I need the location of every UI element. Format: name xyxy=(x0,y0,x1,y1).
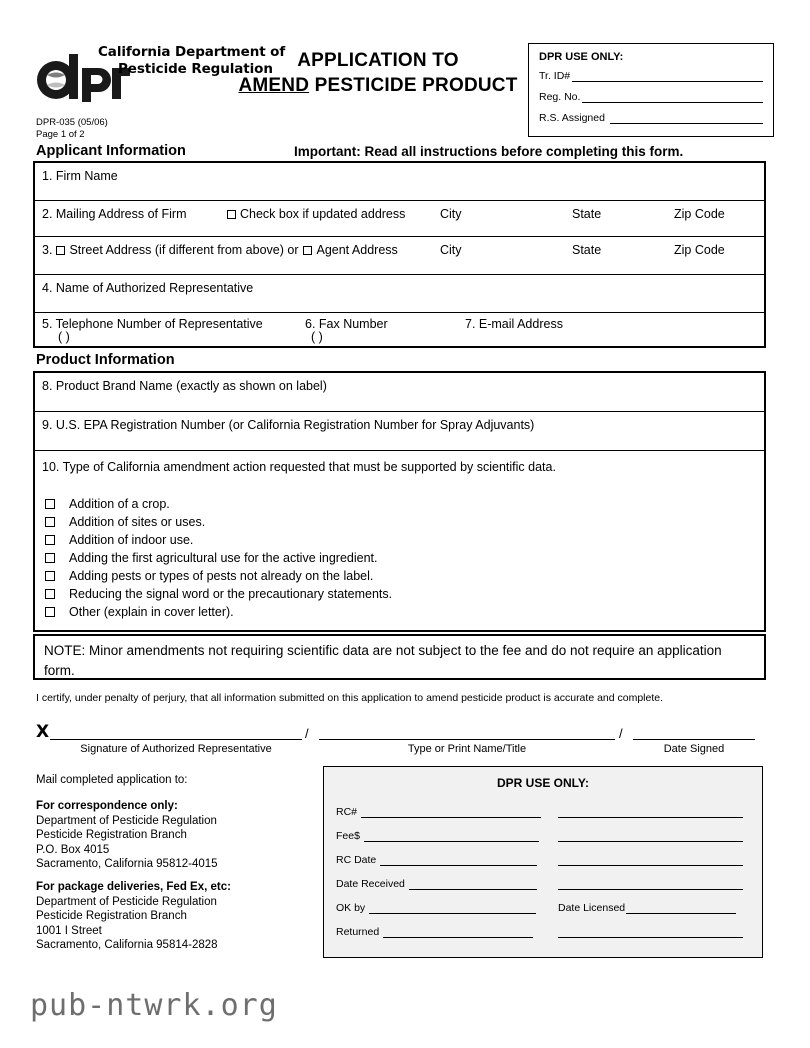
table-row-contact[interactable] xyxy=(35,313,764,346)
correspondence-line-2: Pesticide Registration Branch xyxy=(36,829,187,841)
dpr-bottom-row-rc-number[interactable] xyxy=(336,805,541,818)
dpr-bottom-row-ok-by[interactable] xyxy=(336,901,536,914)
table-row-amendment-type xyxy=(35,451,764,630)
title-line-2 xyxy=(232,73,524,98)
mailing-city-label: City xyxy=(440,207,462,221)
signature-caption: Signature of Authorized Representative xyxy=(80,743,272,755)
dpr-bottom-returned-label: Returned xyxy=(336,926,380,938)
form-number: DPR-035 (05/06) xyxy=(36,117,108,128)
dpr-bottom-row-fee-right[interactable] xyxy=(558,829,743,842)
note-text: NOTE: Minor amendments not requiring scientific data are not subject to the fee and do not require an application form. xyxy=(44,643,722,678)
option-other[interactable] xyxy=(45,603,392,621)
firm-name-label: 1. Firm Name xyxy=(42,169,118,183)
option-adding-pests-checkbox[interactable] xyxy=(45,571,55,581)
deliveries-line-3: 1001 I Street xyxy=(36,924,102,937)
street-zip-label: Zip Code xyxy=(674,243,725,257)
dpr-top-field-reg-no-label: Reg. No. xyxy=(539,91,581,103)
street-address-label: Street Address (if different from above) or xyxy=(69,243,299,257)
epa-number-label: 9. U.S. EPA Registration Number (or California Registration Number for Spray Adjuvants) xyxy=(42,418,535,432)
dpr-bottom-rc-date-label: RC Date xyxy=(336,854,377,866)
option-addition-of-indoor-use-checkbox[interactable] xyxy=(45,535,55,545)
applicant-information-table xyxy=(33,161,766,348)
dpr-use-only-top-box xyxy=(528,43,774,137)
option-reducing-signal-word[interactable] xyxy=(45,585,392,603)
dpr-bottom-fee-label: Fee$ xyxy=(336,830,360,842)
option-addition-of-sites[interactable] xyxy=(45,513,392,531)
dpr-top-field-tr-id-label: Tr. ID# xyxy=(539,70,571,82)
dpr-bottom-row-returned-right[interactable] xyxy=(558,925,743,938)
dpr-bottom-rc-number-right-rule[interactable] xyxy=(558,805,743,818)
date-signed-caption: Date Signed xyxy=(663,743,725,755)
table-row-authorized-rep[interactable] xyxy=(35,275,764,313)
dpr-top-field-tr-id-rule[interactable] xyxy=(572,70,763,82)
dpr-bottom-date-received-right-rule[interactable] xyxy=(558,877,743,890)
dpr-bottom-returned-rule[interactable] xyxy=(383,925,533,938)
agent-address-checkbox[interactable] xyxy=(303,246,312,255)
table-row-firm-name[interactable] xyxy=(35,163,764,201)
dpr-bottom-row-returned[interactable] xyxy=(336,925,533,938)
dpr-bottom-row-date-received[interactable] xyxy=(336,877,537,890)
dpr-bottom-row-fee[interactable] xyxy=(336,829,539,842)
correspondence-address-block xyxy=(36,799,218,872)
dpr-top-field-rs-assigned-label: R.S. Assigned xyxy=(539,112,605,124)
street-address-prefix: 3. xyxy=(42,243,53,257)
table-row-epa-number[interactable] xyxy=(35,412,764,451)
page-header xyxy=(0,0,810,140)
updated-address-checkbox-group[interactable] xyxy=(227,207,405,222)
amendment-options-list xyxy=(45,495,392,621)
dpr-bottom-rc-number-label: RC# xyxy=(336,806,358,818)
correspondence-line-4: Sacramento, California 95812-4015 xyxy=(36,858,218,870)
mailing-state-label: State xyxy=(572,207,602,221)
option-adding-pests-label: Adding pests or types of pests not already on the label. xyxy=(69,569,374,583)
option-addition-of-sites-label: Addition of sites or uses. xyxy=(69,515,206,529)
product-information-heading: Product Information xyxy=(36,352,175,368)
dpr-bottom-row-rc-date-right[interactable] xyxy=(558,853,743,866)
product-information-table xyxy=(33,371,766,632)
deliveries-address-block xyxy=(36,880,231,953)
name-title-caption: Type or Print Name/Title xyxy=(407,743,527,755)
table-row-brand-name[interactable] xyxy=(35,373,764,412)
street-address-group[interactable] xyxy=(42,243,398,258)
dpr-top-title: DPR USE ONLY: xyxy=(539,51,624,63)
option-first-agricultural-use-label: Adding the first agricultural use for the active ingredient. xyxy=(69,551,378,565)
correspondence-line-3: P.O. Box 4015 xyxy=(36,843,110,856)
dpr-bottom-rc-date-right-rule[interactable] xyxy=(558,853,743,866)
dpr-bottom-rc-date-rule[interactable] xyxy=(380,853,537,866)
street-address-checkbox[interactable] xyxy=(56,246,65,255)
street-state-label: State xyxy=(572,243,602,257)
dpr-bottom-date-received-rule[interactable] xyxy=(409,877,537,890)
note-box xyxy=(33,634,766,680)
dpr-top-field-reg-no[interactable] xyxy=(539,91,763,103)
deliveries-line-4: Sacramento, California 95814-2828 xyxy=(36,939,218,951)
dpr-use-only-bottom-box xyxy=(323,766,763,958)
option-addition-of-crop-checkbox[interactable] xyxy=(45,499,55,509)
table-row-street-address[interactable] xyxy=(35,237,764,275)
updated-address-label: Check box if updated address xyxy=(240,207,406,221)
deliveries-heading: For package deliveries, Fed Ex, etc: xyxy=(36,881,231,893)
dpr-bottom-row-rc-number-right[interactable] xyxy=(558,805,743,818)
fax-label: 6. Fax Number xyxy=(305,317,388,331)
dpr-bottom-date-received-label: Date Received xyxy=(336,878,405,890)
option-addition-of-indoor-use[interactable] xyxy=(45,531,392,549)
updated-address-checkbox[interactable] xyxy=(227,210,236,219)
dpr-bottom-row-rc-date[interactable] xyxy=(336,853,537,866)
certification-statement: I certify, under penalty of perjury, that all information submitted on this application to amend pesticide product is accurate and complete. xyxy=(36,692,664,704)
dpr-top-field-tr-id[interactable] xyxy=(539,70,763,82)
agency-name-line2: Pesticide Regulation xyxy=(118,61,273,77)
deliveries-line-2: Pesticide Registration Branch xyxy=(36,910,187,922)
option-reducing-signal-word-label: Reducing the signal word or the precautionary statements. xyxy=(69,587,393,601)
option-addition-of-crop[interactable] xyxy=(45,495,392,513)
dpr-top-field-rs-assigned[interactable] xyxy=(539,112,763,124)
option-addition-of-indoor-use-label: Addition of indoor use. xyxy=(69,533,194,547)
telephone-input[interactable]: ( ) xyxy=(58,330,70,344)
authorized-rep-label: 4. Name of Authorized Representative xyxy=(42,281,254,295)
street-city-label: City xyxy=(440,243,462,257)
site-watermark: pub-ntwrk.org xyxy=(30,988,278,1023)
dpr-bottom-rc-number-rule[interactable] xyxy=(361,805,541,818)
fax-input[interactable]: ( ) xyxy=(311,330,323,344)
option-other-checkbox[interactable] xyxy=(45,607,55,617)
email-label: 7. E-mail Address xyxy=(465,317,563,331)
mailing-intro: Mail completed application to: xyxy=(36,774,188,786)
mailing-address-label: 2. Mailing Address of Firm xyxy=(42,207,187,221)
brand-name-label: 8. Product Brand Name (exactly as shown on label) xyxy=(42,379,327,393)
title-line-1: APPLICATION TO xyxy=(297,50,459,71)
correspondence-line-1: Department of Pesticide Regulation xyxy=(36,814,217,827)
important-instructions-note: Important: Read all instructions before completing this form. xyxy=(294,144,684,159)
page-label: Page 1 of 2 xyxy=(36,128,85,140)
option-reducing-signal-word-checkbox[interactable] xyxy=(45,589,55,599)
deliveries-line-1: Department of Pesticide Regulation xyxy=(36,895,217,908)
dpr-bottom-title: DPR USE ONLY: xyxy=(496,776,589,790)
dpr-bottom-date-licensed-label: Date Licensed xyxy=(558,902,626,914)
title-rest: PESTICIDE PRODUCT xyxy=(309,75,518,96)
correspondence-heading: For correspondence only: xyxy=(36,800,178,812)
option-first-agricultural-use[interactable] xyxy=(45,549,392,567)
signature-block xyxy=(36,722,766,762)
mailing-zip-label: Zip Code xyxy=(674,207,725,221)
dpr-bottom-fee-right-rule[interactable] xyxy=(558,829,743,842)
dpr-top-field-rs-assigned-rule[interactable] xyxy=(610,112,763,124)
title-amend-word: AMEND xyxy=(238,75,310,96)
option-adding-pests[interactable] xyxy=(45,567,392,585)
page-title xyxy=(232,48,524,98)
signature-x-mark: X xyxy=(36,722,50,742)
date-signed-input-line[interactable] xyxy=(633,739,755,740)
option-addition-of-crop-label: Addition of a crop. xyxy=(69,497,170,511)
amendment-type-label: 10. Type of California amendment action requested that must be supported by scientific data. xyxy=(42,460,556,474)
option-other-label: Other (explain in cover letter). xyxy=(69,605,234,619)
dpr-top-field-reg-no-rule[interactable] xyxy=(582,91,763,103)
dpr-bottom-row-date-licensed[interactable] xyxy=(558,901,736,914)
agency-name-line1: California Department of xyxy=(98,44,286,60)
dpr-bottom-ok-by-rule[interactable] xyxy=(369,901,536,914)
dpr-bottom-fee-rule[interactable] xyxy=(364,829,539,842)
dpr-bottom-row-date-received-right[interactable] xyxy=(558,877,743,890)
form-meta xyxy=(36,117,108,140)
dpr-bottom-date-licensed-rule[interactable] xyxy=(626,901,736,914)
agent-address-label: Agent Address xyxy=(316,243,398,257)
table-row-mailing-address[interactable] xyxy=(35,201,764,237)
signature-input-line[interactable] xyxy=(50,739,302,740)
telephone-label: 5. Telephone Number of Representative xyxy=(42,317,263,331)
option-first-agricultural-use-checkbox[interactable] xyxy=(45,553,55,563)
option-addition-of-sites-checkbox[interactable] xyxy=(45,517,55,527)
name-title-input-line[interactable] xyxy=(319,739,615,740)
signature-separator-2: / xyxy=(619,726,623,741)
applicant-information-heading: Applicant Information xyxy=(36,143,186,159)
dpr-bottom-returned-right-rule[interactable] xyxy=(558,925,743,938)
signature-separator-1: / xyxy=(305,726,309,741)
dpr-bottom-ok-by-label: OK by xyxy=(336,902,366,914)
